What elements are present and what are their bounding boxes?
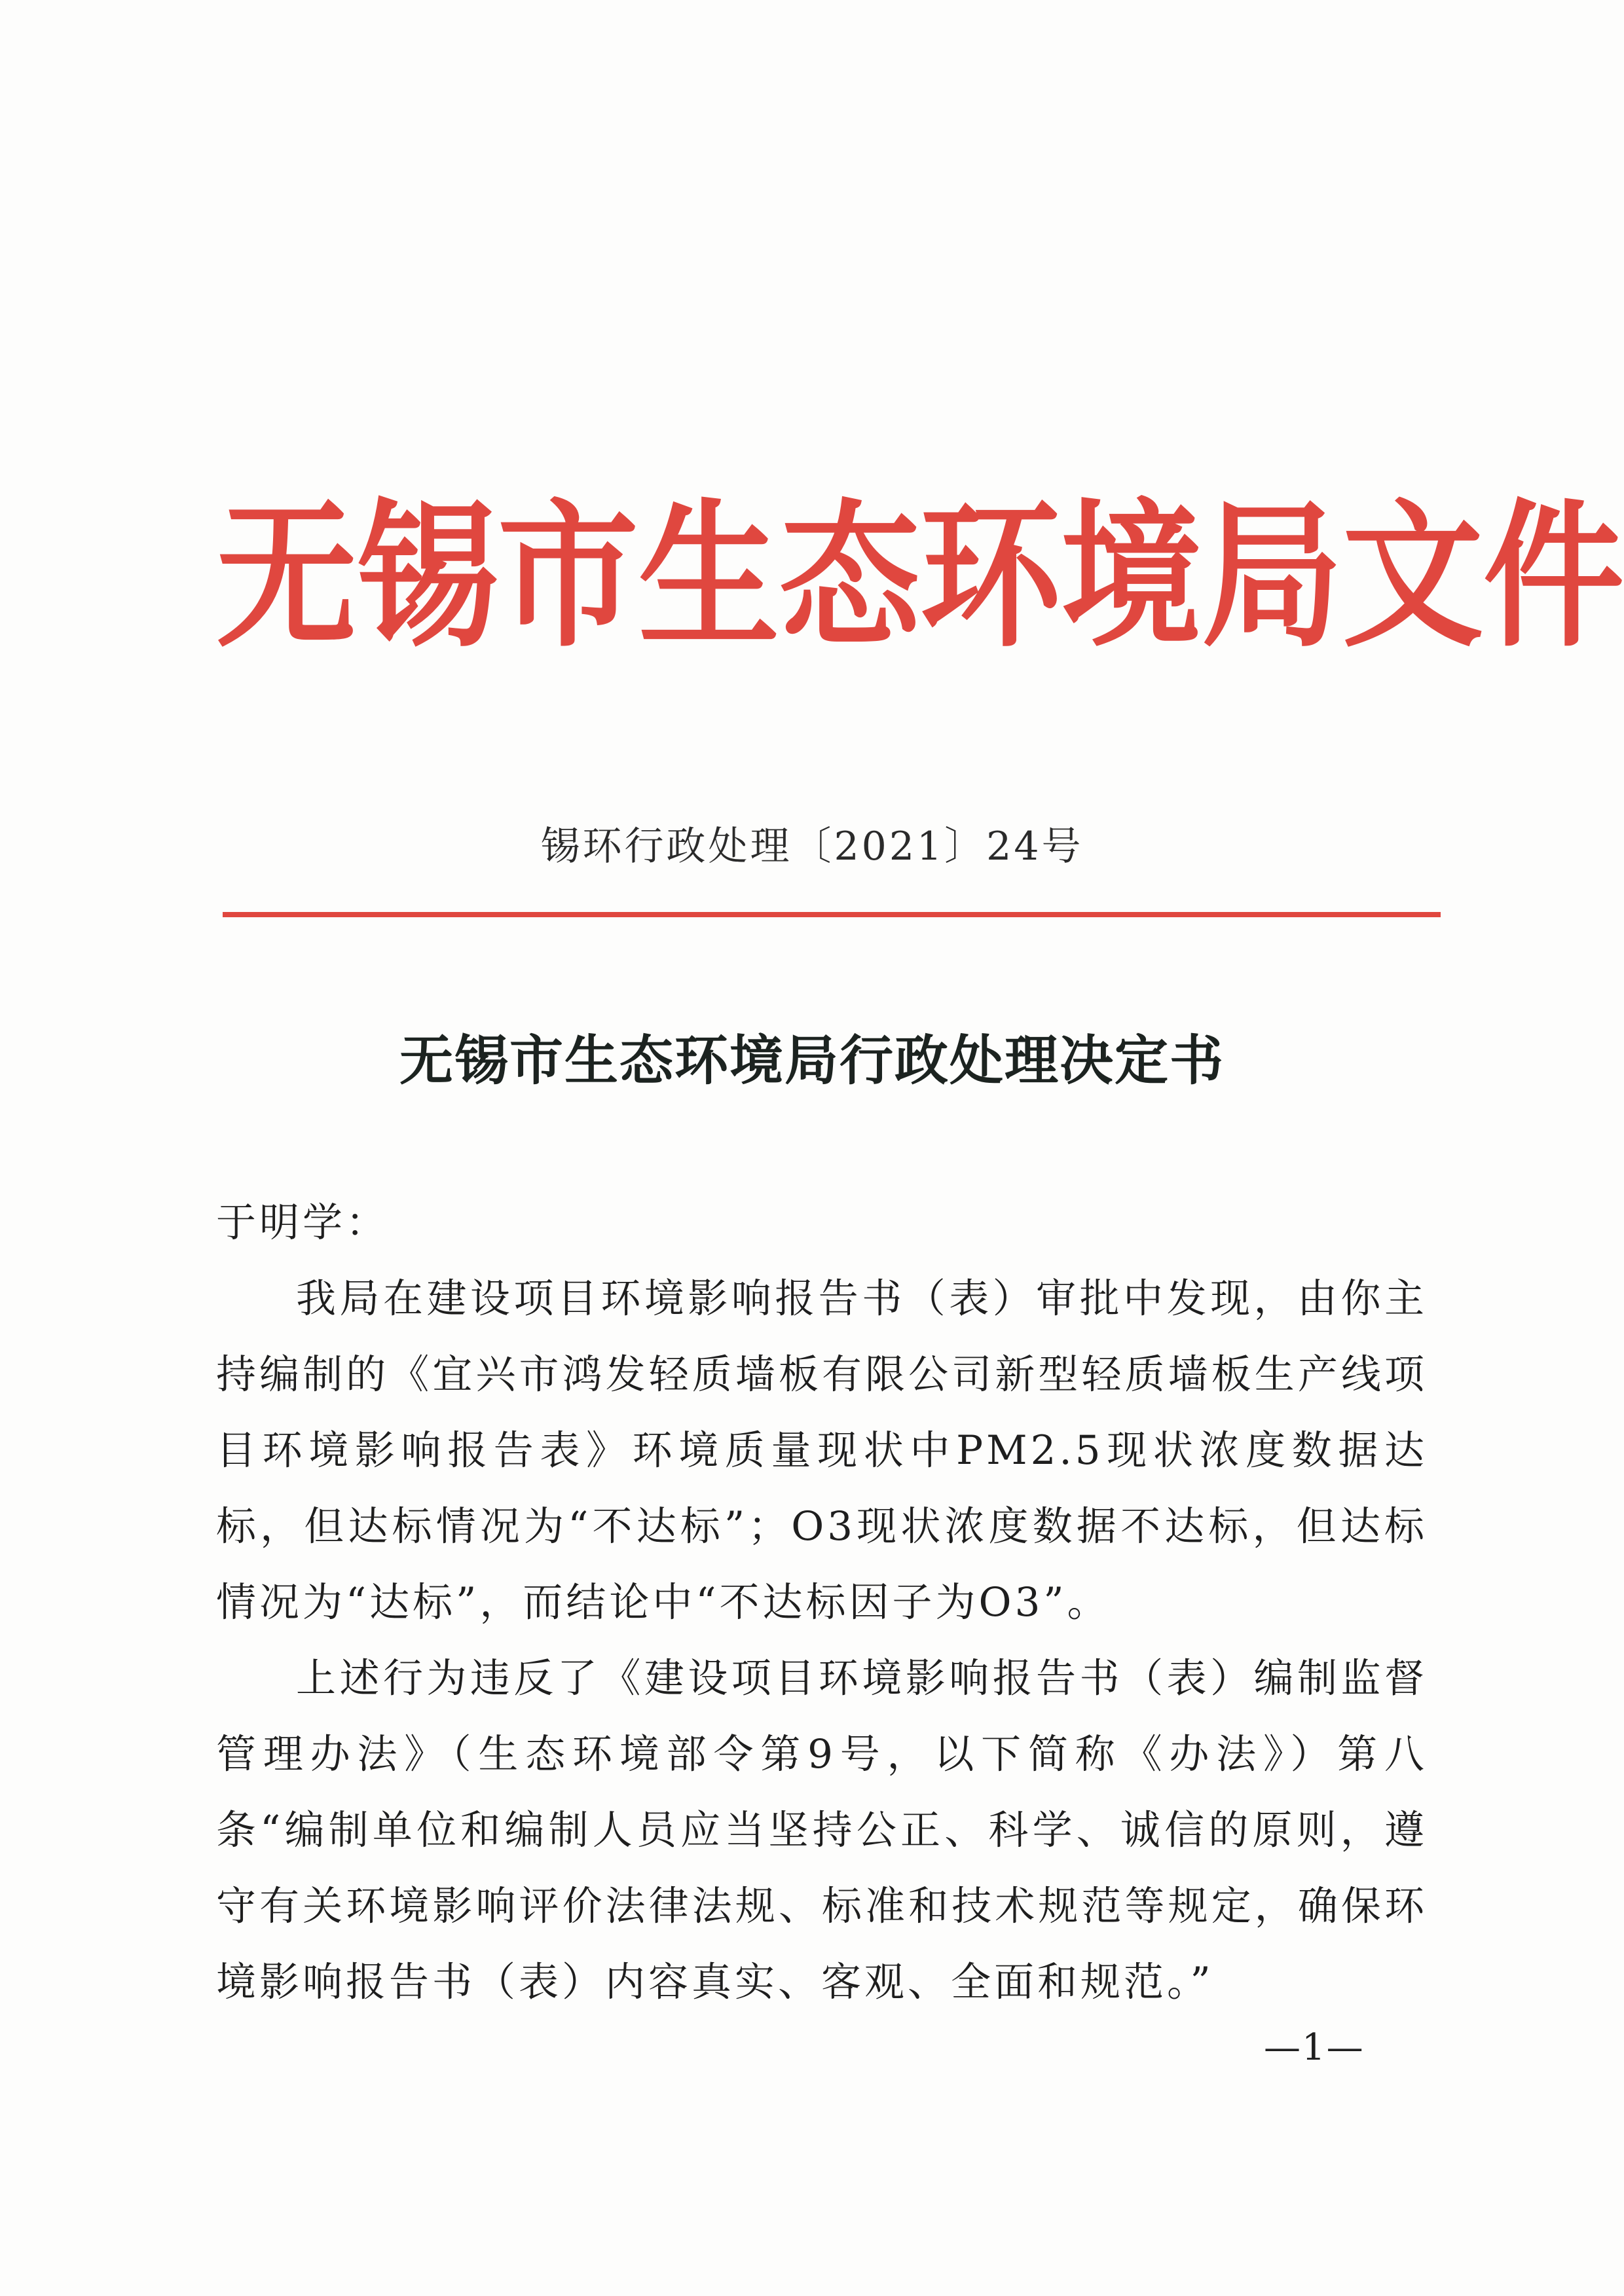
header-char: 态	[779, 484, 920, 668]
header-char: 局	[1202, 484, 1342, 668]
document-number: 锡环行政处理〔2021〕24号	[540, 824, 1084, 869]
body-paragraph: 我局在建设项目环境影响报告书（表）审批中发现，由你主持编制的《宜兴市鸿发轻质墙板有限公司新型轻质墙板生产线项目环境影响报告表》环境质量现状中PM2.5现状浓度数据达标，但达标情况为“不达标”；O3现状浓度数据不达标，但达标情况为“达标”，而结论中“不达标因子为O3”。	[216, 1275, 1428, 1626]
header-divider	[223, 912, 1441, 917]
salutation: 于明学：	[216, 1199, 390, 1246]
header-char: 文	[1342, 484, 1483, 668]
body-paragraph: 上述行为违反了《建设项目环境影响报告书（表）编制监督管理办法》（生态环境部令第9号，以下简称《办法》）第八条“编制单位和编制人员应当坚持公正、科学、诚信的原则，遵守有关环境影响评价法律法规、标准和技术规范等规定，确保环境影响报告书（表）内容真实、客观、全面和规范。”	[216, 1655, 1428, 2005]
decision-title: 无锡市生态环境局行政处理决定书	[399, 1029, 1225, 1092]
header-char: 锡	[357, 484, 498, 668]
document-body	[216, 1185, 1428, 2020]
header-char: 市	[498, 484, 638, 668]
header-char: 环	[920, 484, 1061, 668]
header-char: 无	[216, 484, 357, 668]
header-char: 境	[1061, 484, 1202, 668]
agency-document-header	[216, 478, 1624, 674]
header-char: 生	[638, 484, 779, 668]
header-char: 件	[1483, 484, 1624, 668]
page-number: —1—	[1264, 2026, 1365, 2069]
